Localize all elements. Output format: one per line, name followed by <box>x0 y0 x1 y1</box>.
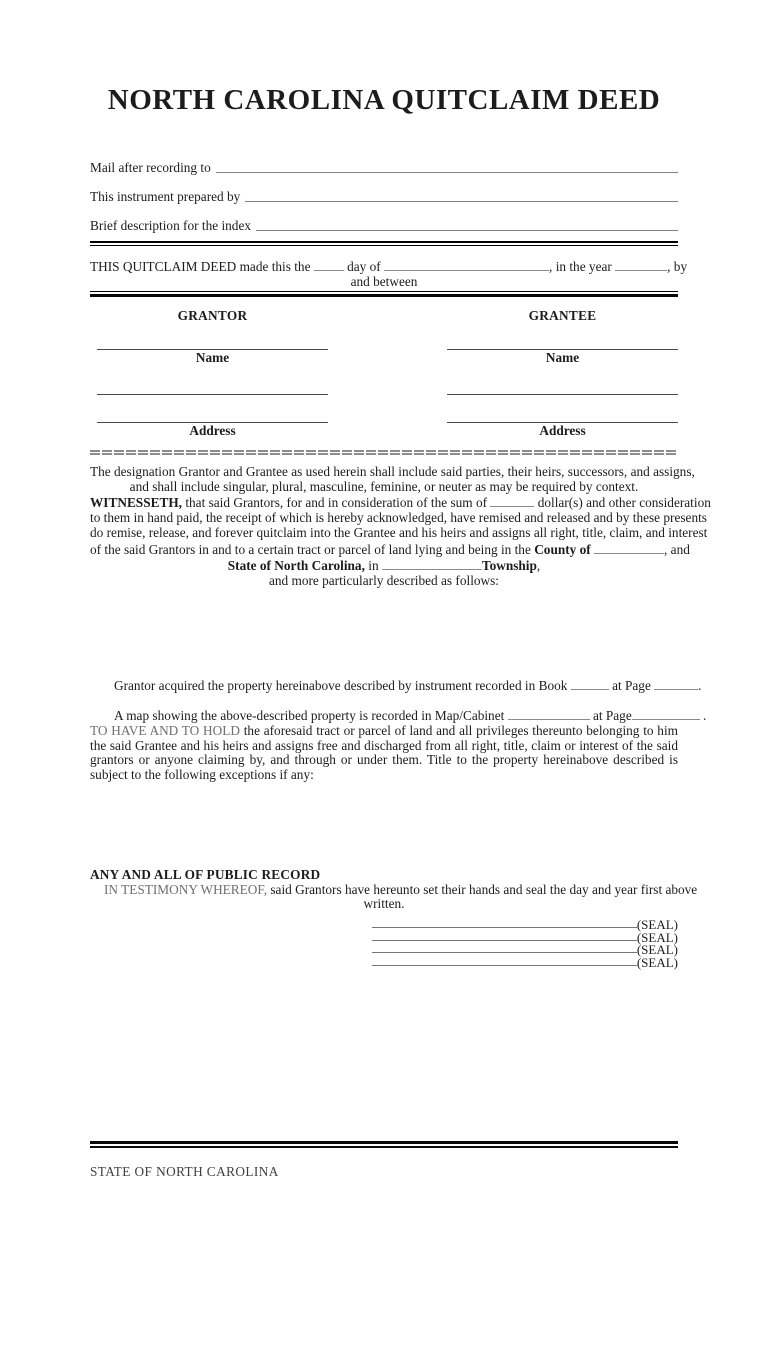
text-run: THIS QUITCLAIM DEED made this the <box>90 259 314 274</box>
witnesseth-line-3 <box>90 524 708 541</box>
mail-after-recording-line[interactable] <box>216 172 678 173</box>
grantor-header: GRANTOR <box>177 308 248 323</box>
seal-label-1: (SEAL) <box>636 916 678 932</box>
book-page-line <box>90 677 702 694</box>
field-instrument-prepared-by <box>90 176 678 205</box>
text-run: and more particularly described as follows: <box>268 572 500 588</box>
grantee-address-line-2[interactable] <box>447 395 678 423</box>
witnesseth-line-2 <box>90 510 707 526</box>
double-rule-parties <box>90 291 678 297</box>
property-description-area <box>90 589 678 677</box>
grantor-address-label: Address <box>189 423 236 438</box>
brief-description-line[interactable] <box>256 230 678 231</box>
fill-in-blank[interactable] <box>632 707 700 720</box>
and-between-text: and between <box>350 274 418 289</box>
seal-label-4: (SEAL) <box>636 955 678 971</box>
designation-paragraph <box>90 464 695 494</box>
grantee-address-line-1[interactable] <box>447 365 678 395</box>
text-run: , and <box>664 541 690 557</box>
fill-in-blank[interactable] <box>314 258 344 271</box>
signature-line-2[interactable] <box>372 940 637 941</box>
seal-row-2 <box>372 931 678 944</box>
to-have-and-to-hold-paragraph <box>90 724 678 783</box>
text-run: County of <box>534 541 595 557</box>
text-run: the aforesaid tract or parcel of land and all privileges thereunto belonging to him the said Grantee and his heirs and assigns free and discharged from all right, title, claim or interest of the said grantors or anyone claiming by, and through or under them. Title to the property hereinabove described is subject to the following exceptions if any: <box>90 723 678 783</box>
seal-signature-block <box>90 918 678 969</box>
seal-row-4 <box>372 956 678 969</box>
text-run: at Page <box>608 677 655 693</box>
fill-in-blank[interactable] <box>571 677 609 690</box>
grantee-name-line[interactable] <box>447 324 678 350</box>
seal-label-3: (SEAL) <box>636 942 678 958</box>
seal-row-1 <box>372 918 678 931</box>
text-run: Grantor acquired the property hereinabove described by instrument recorded in Book <box>114 677 571 693</box>
brief-description-label: Brief description for the index <box>90 218 251 233</box>
grantor-name-label: Name <box>195 350 230 365</box>
fill-in-blank[interactable] <box>615 258 667 271</box>
deed-statement <box>90 258 688 274</box>
state-of-north-carolina-label: STATE OF NORTH CAROLINA <box>90 1164 279 1180</box>
testimony-line-1 <box>90 881 698 898</box>
text-run: , by <box>667 259 688 274</box>
text-run: A map showing the above-described property is recorded in Map/Cabinet <box>114 708 508 724</box>
testimony-line-2: written. <box>363 896 405 912</box>
fill-in-blank[interactable] <box>382 557 482 570</box>
spacer <box>90 693 678 707</box>
text-run: WITNESSETH, <box>90 495 186 511</box>
document-title: NORTH CAROLINA QUITCLAIM DEED <box>107 84 661 116</box>
quitclaim-deed-document <box>0 84 768 1179</box>
text-run: that said Grantors, for and in consideration of the sum of <box>185 495 491 511</box>
grantor-name-line[interactable] <box>97 324 328 350</box>
signature-line-1[interactable] <box>372 927 637 928</box>
fill-in-blank[interactable] <box>654 677 698 690</box>
text-run: said Grantors have hereunto set their hands and seal the day and year first above <box>267 881 698 897</box>
text-run: do remise, release, and forever quitclaim into the Grantee and his heirs and assigns all right, title, claim, and interest <box>90 524 708 540</box>
map-cabinet-line <box>90 707 707 724</box>
text-run: State of North Carolina, <box>227 558 365 574</box>
grantor-address-line-2[interactable] <box>97 395 328 423</box>
dashed-separator <box>90 449 678 456</box>
field-mail-after-recording <box>90 147 678 176</box>
text-run: Township <box>481 558 537 574</box>
grantor-address-line-1[interactable] <box>97 365 328 395</box>
fill-in-blank[interactable] <box>490 494 534 507</box>
text-run: in <box>364 558 382 574</box>
witnesseth-paragraph <box>90 494 711 588</box>
mail-after-recording-label: Mail after recording to <box>90 160 211 175</box>
text-run: day of <box>343 259 385 274</box>
exceptions-area <box>90 783 678 868</box>
signature-line-3[interactable] <box>372 952 637 953</box>
seal-label-2: (SEAL) <box>636 929 678 945</box>
grantor-column <box>97 308 328 438</box>
text-run: dollar(s) and other consideration <box>534 495 711 511</box>
field-brief-description <box>90 205 678 234</box>
text-run: , in the year <box>549 259 616 274</box>
grantee-name-label: Name <box>545 350 580 365</box>
parties-section <box>90 308 678 438</box>
seal-row-3 <box>372 944 678 957</box>
designation-line-2: and shall include singular, plural, masculine, feminine, or neuter as may be required by context. <box>129 478 639 494</box>
text-run: of the said Grantors in and to a certain tract or parcel of land lying and being in the <box>90 541 535 557</box>
text-run: to them in hand paid, the receipt of which is hereby acknowledged, have remised and released and by these presents <box>90 510 707 526</box>
witnesseth-line-1 <box>90 494 711 511</box>
text-run: TO HAVE AND TO HOLD <box>90 723 240 739</box>
text-run: . <box>699 708 707 724</box>
grantee-address-label: Address <box>539 423 586 438</box>
text-run: at Page <box>589 708 632 724</box>
fill-in-blank[interactable] <box>594 541 664 554</box>
text-run: IN TESTIMONY WHEREOF, <box>104 881 268 897</box>
header-fields <box>90 147 678 234</box>
witnesseth-line-4 <box>90 541 690 558</box>
witnesseth-line-6 <box>90 574 678 589</box>
text-run: , <box>536 558 541 574</box>
grantee-header: GRANTEE <box>528 308 597 323</box>
signature-line-4[interactable] <box>372 965 637 966</box>
fill-in-blank[interactable] <box>508 707 590 720</box>
double-rule-bottom <box>90 1141 678 1148</box>
designation-line-1: The designation Grantor and Grantee as used herein shall include said parties, their heirs, successors, and assigns, <box>90 464 695 479</box>
fill-in-blank[interactable] <box>384 258 549 271</box>
spacer <box>90 969 678 1141</box>
text-run: . <box>698 677 702 693</box>
witnesseth-line-5 <box>90 557 678 574</box>
instrument-prepared-by-label: This instrument prepared by <box>90 189 241 204</box>
grantee-column <box>447 308 678 438</box>
public-record-heading: ANY AND ALL OF PUBLIC RECORD <box>90 866 321 882</box>
double-rule-top <box>90 241 678 246</box>
instrument-prepared-by-line[interactable] <box>245 201 678 202</box>
